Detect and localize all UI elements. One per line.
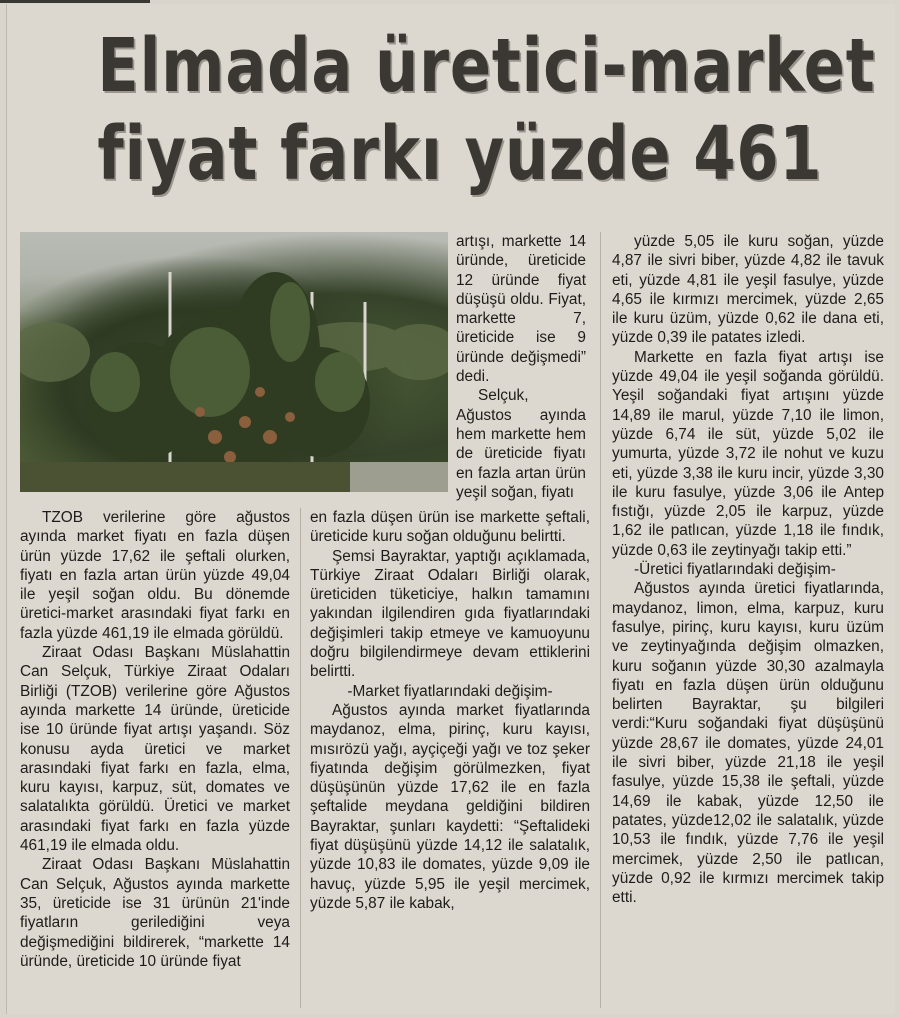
paragraph: en fazla düşen ürün ise markette şeftali, üreticide kuru soğan olduğunu belirtti. xyxy=(310,509,590,546)
column-divider-2 xyxy=(600,232,601,1008)
article-column-2-top xyxy=(456,232,586,502)
paragraph: yüzde 5,05 ile kuru soğan, yüzde 4,87 ile sivri biber, yüzde 4,82 ile tavuk eti, yüzde 4,81 ile yeşil fasulye, yüzde 4,65 ile kırmızı mercimek, yüzde 2,65 ile kuru üzüm, yüzde 0,62 ile dana eti, yüzde 0,39 ile patates izledi. xyxy=(612,233,884,347)
orchard-illustration xyxy=(20,232,448,492)
top-rule xyxy=(0,0,150,9)
paragraph: TZOB verilerine göre ağustos ayında market fiyatı en fazla düşen ürün yüzde 17,62 ile şeftali olurken, fiyatı en fazla artan ürün yüzde 49,04 ile yeşil soğan oldu. Bu dönemde üretici-market arasındaki fiyat farkı en fazla yüzde 461,19 ile elmada görüldü. xyxy=(20,509,290,642)
article-column-2 xyxy=(310,508,590,913)
headline-line-1: Elmada üretici-market xyxy=(97,23,876,109)
section-heading: -Market fiyatlarındaki değişim- xyxy=(347,682,553,700)
paragraph: Selçuk, Ağustos ayında hem markette hem de üreticide fiyatı en fazla artan ürün yeşil soğan, fiyatı xyxy=(456,387,586,501)
headline-line-2: fiyat farkı yüzde 461 xyxy=(97,111,823,197)
headline xyxy=(97,22,876,198)
article-column-3 xyxy=(612,232,884,907)
paragraph: Ziraat Odası Başkanı Müslahattin Can Selçuk, Ağustos ayında markette 35, üreticide ise 31 ürünün 21'inde fiyatların gerilediğini veya değişmediğini bildirerek, “markette 14 üründe, üreticide 10 üründe fiyat xyxy=(20,856,290,970)
paragraph: Ziraat Odası Başkanı Müslahattin Can Selçuk, Türkiye Ziraat Odaları Birliği (TZOB) verilerine göre Ağustos ayında markette 14 üründe, üreticide ise 10 üründe fiyat artışı yaşandı. Söz konusu ayda üretici ve market arasındaki fiyat farkı en fazla, elma, kuru kayısı, karpuz, süt, domates ve salatalıkta görüldü. Üretici ve market arasındaki fiyat farkı en fazla yüzde 461,19 ile elmada oldu. xyxy=(20,644,290,855)
paragraph: Markette en fazla fiyat artışı ise yüzde 49,04 ile yeşil soğanda görüldü. Yeşil soğandaki fiyat artışını yüzde 14,89 ile marul, yüzde 7,10 ile limon, yüzde 6,74 ile süt, yüzde 5,02 ile yumurta, yüzde 3,72 ile nohut ve kuzu eti, yüzde 3,38 ile kuru incir, yüzde 3,30 ile kuru fasulye, yüzde 3,06 ile Antep fıstığı, yüzde 2,05 ile karpuz, yüzde 1,62 ile patlıcan, yüzde 1,18 ile fındık, yüzde 0,63 ile zeytinyağı takip etti.” xyxy=(612,348,884,559)
paragraph: Şemsi Bayraktar, yaptığı açıklamada, Türkiye Ziraat Odaları Birliği olarak, üreticiden tüketiciye, halkın tamamını yakından ilgilendiren gıda fiyatlarındaki değişimleri takip etmeye ve kamuoyunu doğru bilgilendirmeye devam ettiklerini belirtti. xyxy=(310,547,590,681)
paragraph: artışı, markette 14 üründe, üreticide 12 üründe fiyat düşüşü oldu. Fiyat, markette 7, üreticide ise 9 üründe değişmedi” dedi. xyxy=(456,233,586,386)
section-heading: -Üretici fiyatlarındaki değişim- xyxy=(634,561,836,579)
paragraph: Ağustos ayında market fiyatlarında maydanoz, elma, pirinç, kuru kayısı, mısırözü yağı, ayçiçeği yağı ve toz şeker fiyatında değişim görülmezken, fiyat düşüşünün yüzde 17,62 ile en fazla şeftalide meydana geldiğini bildiren Bayraktar, şunları kaydetti: “Şeftalideki fiyat düşüşünü yüzde 14,12 ile salatalık, yüzde 10,83 ile domates, yüzde 9,09 ile havuç, yüzde 5,95 ile yeşil mercimek, yüzde 5,87 ile kabak, xyxy=(310,701,590,912)
apple-orchard-photo xyxy=(20,232,448,492)
paragraph: Ağustos ayında üretici fiyatlarında, maydanoz, limon, elma, karpuz, kuru fasulye, pirinç, kuru kayısı, kuru üzüm ve zeytinyağında değişim olmazken, kuru soğanın yüzde 30,30 azalmayla fiyatı en fazla düşen ürün olduğunu belirten Bayraktar, şu bilgileri verdi:“Kuru soğandaki fiyat düşüşünü yüzde 28,67 ile domates, yüzde 24,01 ile sivri biber, yüzde 21,18 ile yeşil fasulye, yüzde 15,38 ile şeftali, yüzde 14,69 ile kabak, yüzde 12,50 ile patates, yüzde12,02 ile salatalık, yüzde 10,53 ile fındık, yüzde 7,76 ile yeşil mercimek, yüzde 2,50 ile patlıcan, yüzde 0,92 ile kırmızı mercimek takip etti. xyxy=(612,580,884,907)
column-divider-1 xyxy=(300,508,301,1008)
article-column-1 xyxy=(20,508,290,971)
